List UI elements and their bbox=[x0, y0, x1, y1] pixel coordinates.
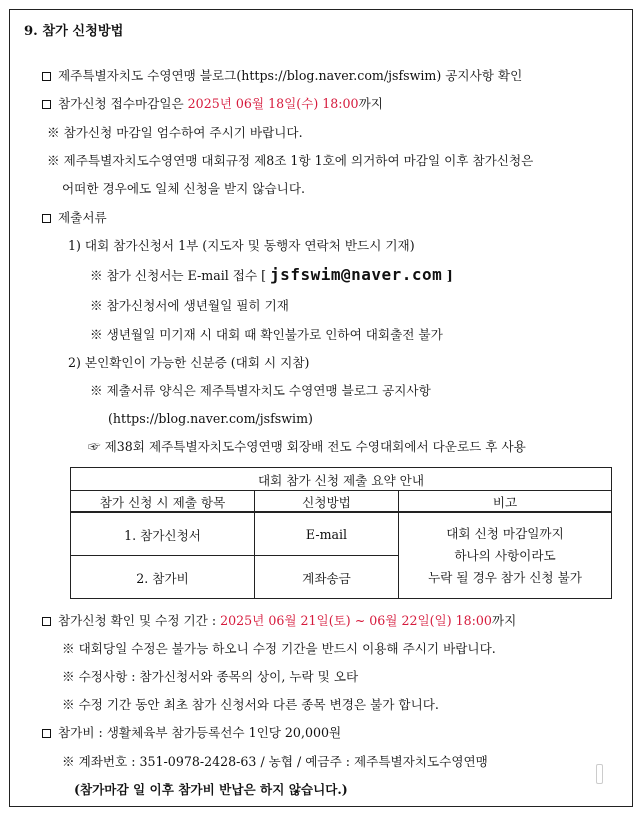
checkbox-square-icon bbox=[42, 729, 51, 738]
bullet-deadline bbox=[42, 95, 383, 113]
note-birthdate: ※ 참가신청서에 생년월일 필히 기재 bbox=[90, 298, 289, 313]
row-method: E-mail bbox=[255, 512, 399, 556]
note-edit-restriction: ※ 수정 기간 동안 최초 참가 신청서와 다른 종목 변경은 불가 합니다. bbox=[62, 697, 439, 712]
checkbox-square-icon bbox=[42, 214, 51, 223]
row-note bbox=[399, 512, 612, 599]
row-method: 계좌송금 bbox=[255, 556, 399, 599]
edit-period-suffix: 까지 bbox=[491, 613, 517, 628]
row-item: 1. 참가신청서 bbox=[71, 512, 255, 556]
column-header-method: 신청방법 bbox=[255, 491, 399, 513]
submission-email[interactable]: jsfswim@naver.com bbox=[270, 265, 443, 284]
section-title: 9. 참가 신청방법 bbox=[24, 24, 124, 39]
note-no-refund: (참가마감 일 이후 참가비 반납은 하지 않습니다.) bbox=[74, 782, 348, 797]
scroll-indicator-icon bbox=[596, 764, 603, 784]
bullet-blog-notice bbox=[42, 67, 522, 85]
note-line: 하나의 사항이라도 bbox=[454, 547, 556, 563]
row-item: 2. 참가비 bbox=[71, 556, 255, 599]
summary-table-title: 대회 참가 신청 제출 요약 안내 bbox=[71, 468, 612, 491]
bullet-edit-period bbox=[42, 612, 516, 630]
edit-period-dates: 2025년 06월 21일(토) ~ 06월 22일(일) 18:00 bbox=[220, 613, 492, 628]
email-bracket-close: ] bbox=[442, 268, 453, 283]
email-note-label: ※ 참가 신청서는 E-mail 접수 [ bbox=[90, 268, 271, 283]
note-bank-account: ※ 계좌번호 : 351-0978-2428-63 / 농협 / 예금주 : 제주특별자치도수영연맹 bbox=[62, 754, 488, 769]
blog-url[interactable]: (https://blog.naver.com/jsfswim) bbox=[108, 411, 313, 426]
deadline-suffix: 까지 bbox=[358, 96, 383, 111]
note-edit-items: ※ 수정사항 : 참가신청서와 종목의 상이, 누락 및 오타 bbox=[62, 669, 359, 684]
deadline-label: 참가신청 접수마감일은 bbox=[58, 96, 188, 111]
column-header-item: 참가 신청 시 제출 항목 bbox=[71, 491, 255, 513]
blog-notice-text: 제주특별자치도 수영연맹 블로그(https://blog.naver.com/jsfswim) 공지사항 확인 bbox=[58, 68, 523, 83]
table-row bbox=[71, 512, 612, 556]
checkbox-square-icon bbox=[42, 72, 51, 81]
note-regulation-cont: 어떠한 경우에도 일체 신청을 받지 않습니다. bbox=[62, 181, 305, 196]
documents-heading: 제출서류 bbox=[58, 210, 107, 225]
doc-item-2: 2) 본인확인이 가능한 신분증 (대회 시 지참) bbox=[68, 355, 310, 370]
note-line: 대회 신청 마감일까지 bbox=[446, 525, 564, 541]
fee-text: 참가비 : 생활체육부 참가등록선수 1인당 20,000원 bbox=[58, 725, 342, 740]
note-birthdate-missing: ※ 생년월일 미기재 시 대회 때 확인불가로 인하여 대회출전 불가 bbox=[90, 327, 443, 342]
column-header-note: 비고 bbox=[399, 491, 612, 513]
doc-item-1: 1) 대회 참가신청서 1부 (지도자 및 동행자 연락처 반드시 기재) bbox=[68, 238, 415, 253]
note-regulation: ※ 제주특별자치도수영연맹 대회규정 제8조 1항 1호에 의거하여 마감일 이후 참가신청은 bbox=[47, 153, 534, 168]
edit-period-label: 참가신청 확인 및 수정 기간 : bbox=[58, 613, 221, 628]
note-edit-day: ※ 대회당일 수정은 불가능 하오니 수정 기간을 반드시 이용해 주시기 바랍니다. bbox=[62, 641, 496, 656]
note-form-location: ※ 제출서류 양식은 제주특별자치도 수영연맹 블로그 공지사항 bbox=[90, 383, 431, 398]
summary-table bbox=[70, 467, 612, 599]
bullet-documents bbox=[42, 209, 107, 227]
checkbox-square-icon bbox=[42, 100, 51, 109]
note-download: ☞ 제38회 제주특별자치도수영연맹 회장배 전도 수영대회에서 다운로드 후 사용 bbox=[88, 439, 526, 454]
checkbox-square-icon bbox=[42, 617, 51, 626]
note-line: 누락 될 경우 참가 신청 불가 bbox=[428, 569, 582, 585]
note-deadline-strict: ※ 참가신청 마감일 엄수하여 주시기 바랍니다. bbox=[47, 125, 303, 140]
deadline-date: 2025년 06월 18일(수) 18:00 bbox=[187, 96, 359, 111]
note-email-submission bbox=[90, 264, 453, 287]
bullet-fee bbox=[42, 724, 341, 742]
